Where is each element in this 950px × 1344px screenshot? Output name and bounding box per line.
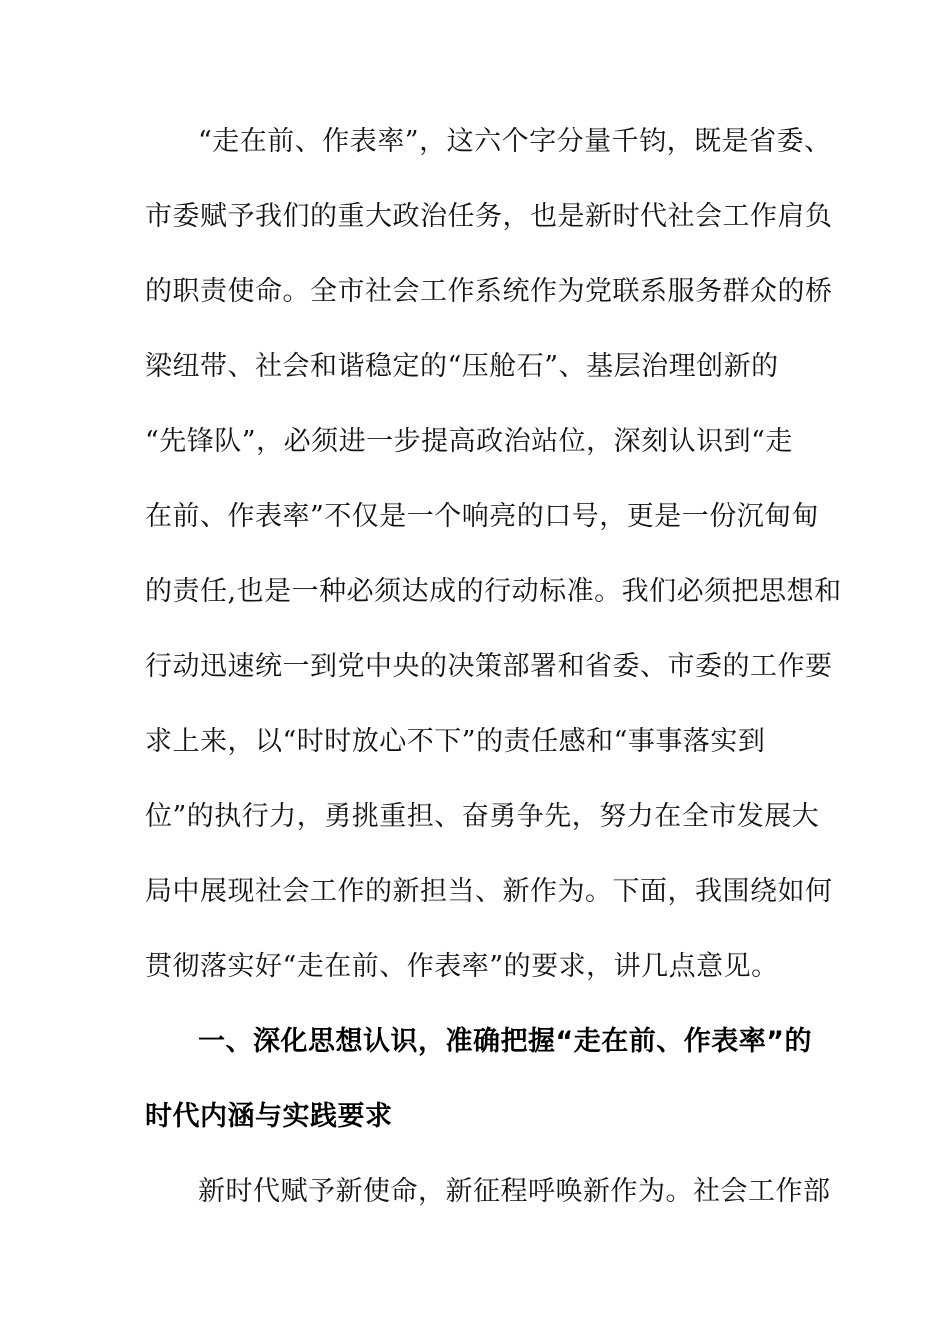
paragraph-1-line-7: 的责任,也是一种必须达成的行动标准。我们必须把思想和 — [145, 576, 842, 607]
paragraph-1-line-8: 行动迅速统一到党中央的决策部署和省委、市委的工作要 — [145, 651, 833, 682]
paragraph-1-line-6: 在前、作表率”不仅是一个响亮的口号，更是一份沉甸甸 — [145, 501, 820, 532]
paragraph-1-line-3: 的职责使命。全市社会工作系统作为党联系服务群众的桥 — [145, 276, 833, 307]
paragraph-1-line-10: 位”的执行力，勇挑重担、奋勇争先，努力在全市发展大 — [145, 801, 820, 832]
paragraph-2-line-1: 新时代赋予新使命，新征程呼唤新作为。社会工作部 — [198, 1176, 831, 1207]
paragraph-1-line-2: 市委赋予我们的重大政治任务，也是新时代社会工作肩负 — [145, 201, 833, 232]
paragraph-1-line-12: 贯彻落实好“走在前、作表率”的要求，讲几点意见。 — [145, 951, 779, 982]
paragraph-1-line-4: 梁纽带、社会和谐稳定的“压舱石”、基层治理创新的 — [145, 351, 779, 382]
section-heading-line-2: 时代内涵与实践要求 — [145, 1101, 393, 1132]
paragraph-1-line-1: “走在前、作表率”，这六个字分量千钧，既是省委、 — [198, 126, 832, 157]
section-heading-line-1: 一、深化思想认识，准确把握“走在前、作表率”的 — [198, 1026, 812, 1057]
paragraph-1-line-5: “先锋队”，必须进一步提高政治站位，深刻认识到“走 — [145, 426, 793, 457]
paragraph-1-line-11: 局中展现社会工作的新担当、新作为。下面，我围绕如何 — [145, 876, 833, 907]
paragraph-1-line-9: 求上来，以“时时放心不下”的责任感和“事事落实到 — [145, 726, 766, 757]
